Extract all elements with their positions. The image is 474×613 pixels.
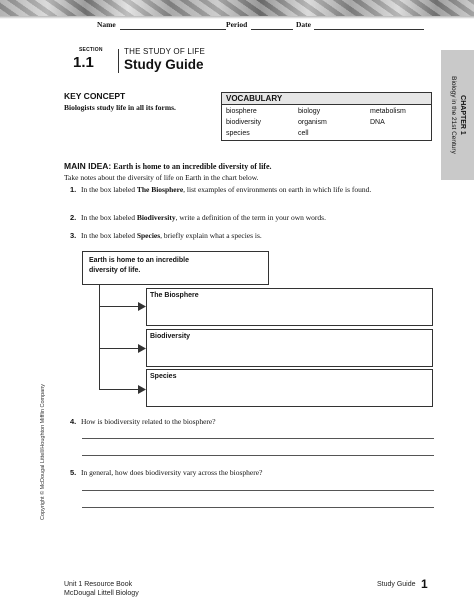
copyright-notice: Copyright © McDougal Littell/Houghton Mifflin Company xyxy=(40,383,46,520)
date-label: Date xyxy=(296,20,311,29)
key-concept-text: Biologists study life in all its forms. xyxy=(64,103,176,112)
item-number: 1. xyxy=(70,185,77,194)
section-number: 1.1 xyxy=(73,54,94,71)
instruction-item xyxy=(70,213,410,225)
vocab-word: biology xyxy=(298,108,321,115)
vocabulary-title: VOCABULARY xyxy=(226,94,283,103)
key-concept-title: KEY CONCEPT xyxy=(64,91,126,101)
vocabulary-grid xyxy=(226,107,431,139)
chapter-subtitle: Biology in the 21st Century xyxy=(449,76,457,154)
species-box-label: Species xyxy=(150,373,177,380)
answer-line[interactable] xyxy=(82,455,434,456)
answer-line[interactable] xyxy=(82,507,434,508)
vocab-word: DNA xyxy=(370,119,385,126)
vocab-word: biodiversity xyxy=(226,119,262,126)
arrow-right-icon xyxy=(138,344,146,353)
chart-connector xyxy=(99,285,100,390)
instruction-item xyxy=(70,185,410,207)
item-number: 2. xyxy=(70,213,77,222)
section-divider xyxy=(118,49,119,73)
chapter-tab xyxy=(441,50,474,180)
question-item xyxy=(70,417,410,429)
date-line[interactable] xyxy=(314,29,424,30)
vocab-word: organism xyxy=(298,119,327,126)
species-box[interactable] xyxy=(146,369,433,407)
vocab-word: cell xyxy=(298,130,309,137)
vocabulary-box xyxy=(221,92,432,141)
question-text: How is biodiversity related to the biosphere? xyxy=(81,417,216,426)
question-text: In general, how does biodiversity vary across the biosphere? xyxy=(81,468,263,477)
section-word: SECTION xyxy=(79,47,103,53)
chart-arrow-line xyxy=(99,306,141,307)
footer-label: Study Guide xyxy=(377,581,416,588)
name-label: Name xyxy=(97,20,116,29)
main-idea-text: Earth is home to an incredible diversity of life. xyxy=(113,162,272,171)
item-text: In the box labeled The Biosphere, list examples of environments on earth in which life is found. xyxy=(81,185,372,194)
main-idea-box-text: Earth is home to an incredible diversity of life. xyxy=(89,257,189,274)
chart-arrow-line xyxy=(99,389,141,390)
item-text: In the box labeled Species, briefly explain what a species is. xyxy=(81,231,262,240)
period-line[interactable] xyxy=(251,29,293,30)
biodiversity-box-label: Biodiversity xyxy=(150,333,191,340)
answer-line[interactable] xyxy=(82,490,434,491)
vocab-word xyxy=(370,129,430,139)
name-line[interactable] xyxy=(120,29,226,30)
header-banner xyxy=(0,0,474,16)
biosphere-box[interactable] xyxy=(146,288,433,326)
period-label: Period xyxy=(226,20,248,29)
item-number: 3. xyxy=(70,231,77,240)
page-title: Study Guide xyxy=(124,57,204,72)
page-number: 1 xyxy=(421,577,428,591)
question-number: 5. xyxy=(70,468,77,477)
main-idea-label: MAIN IDEA: xyxy=(64,161,112,171)
banner-shadow xyxy=(0,16,474,19)
footer-publisher: McDougal Littell Biology xyxy=(64,590,139,597)
arrow-right-icon xyxy=(138,302,146,311)
main-idea-box xyxy=(82,251,269,285)
chart-arrow-line xyxy=(99,348,141,349)
question-item xyxy=(70,468,410,480)
item-text: In the box labeled Biodiversity, write a definition of the term in your own words. xyxy=(81,213,326,222)
instruction-item xyxy=(70,231,410,243)
vocab-word: species xyxy=(226,130,250,137)
vocab-word: biosphere xyxy=(226,108,257,115)
biosphere-box-label: The Biosphere xyxy=(150,292,199,299)
question-number: 4. xyxy=(70,417,77,426)
section-topic: THE STUDY OF LIFE xyxy=(124,47,206,56)
vocab-word: metabolism xyxy=(370,108,406,115)
biodiversity-box[interactable] xyxy=(146,329,433,367)
main-idea xyxy=(64,161,272,171)
chapter-label: CHAPTER 1 xyxy=(458,95,466,135)
instructions: Take notes about the diversity of life on Earth in the chart below. xyxy=(64,173,259,182)
arrow-right-icon xyxy=(138,385,146,394)
footer-book: Unit 1 Resource Book xyxy=(64,581,133,588)
answer-line[interactable] xyxy=(82,438,434,439)
vocabulary-header xyxy=(222,93,431,105)
